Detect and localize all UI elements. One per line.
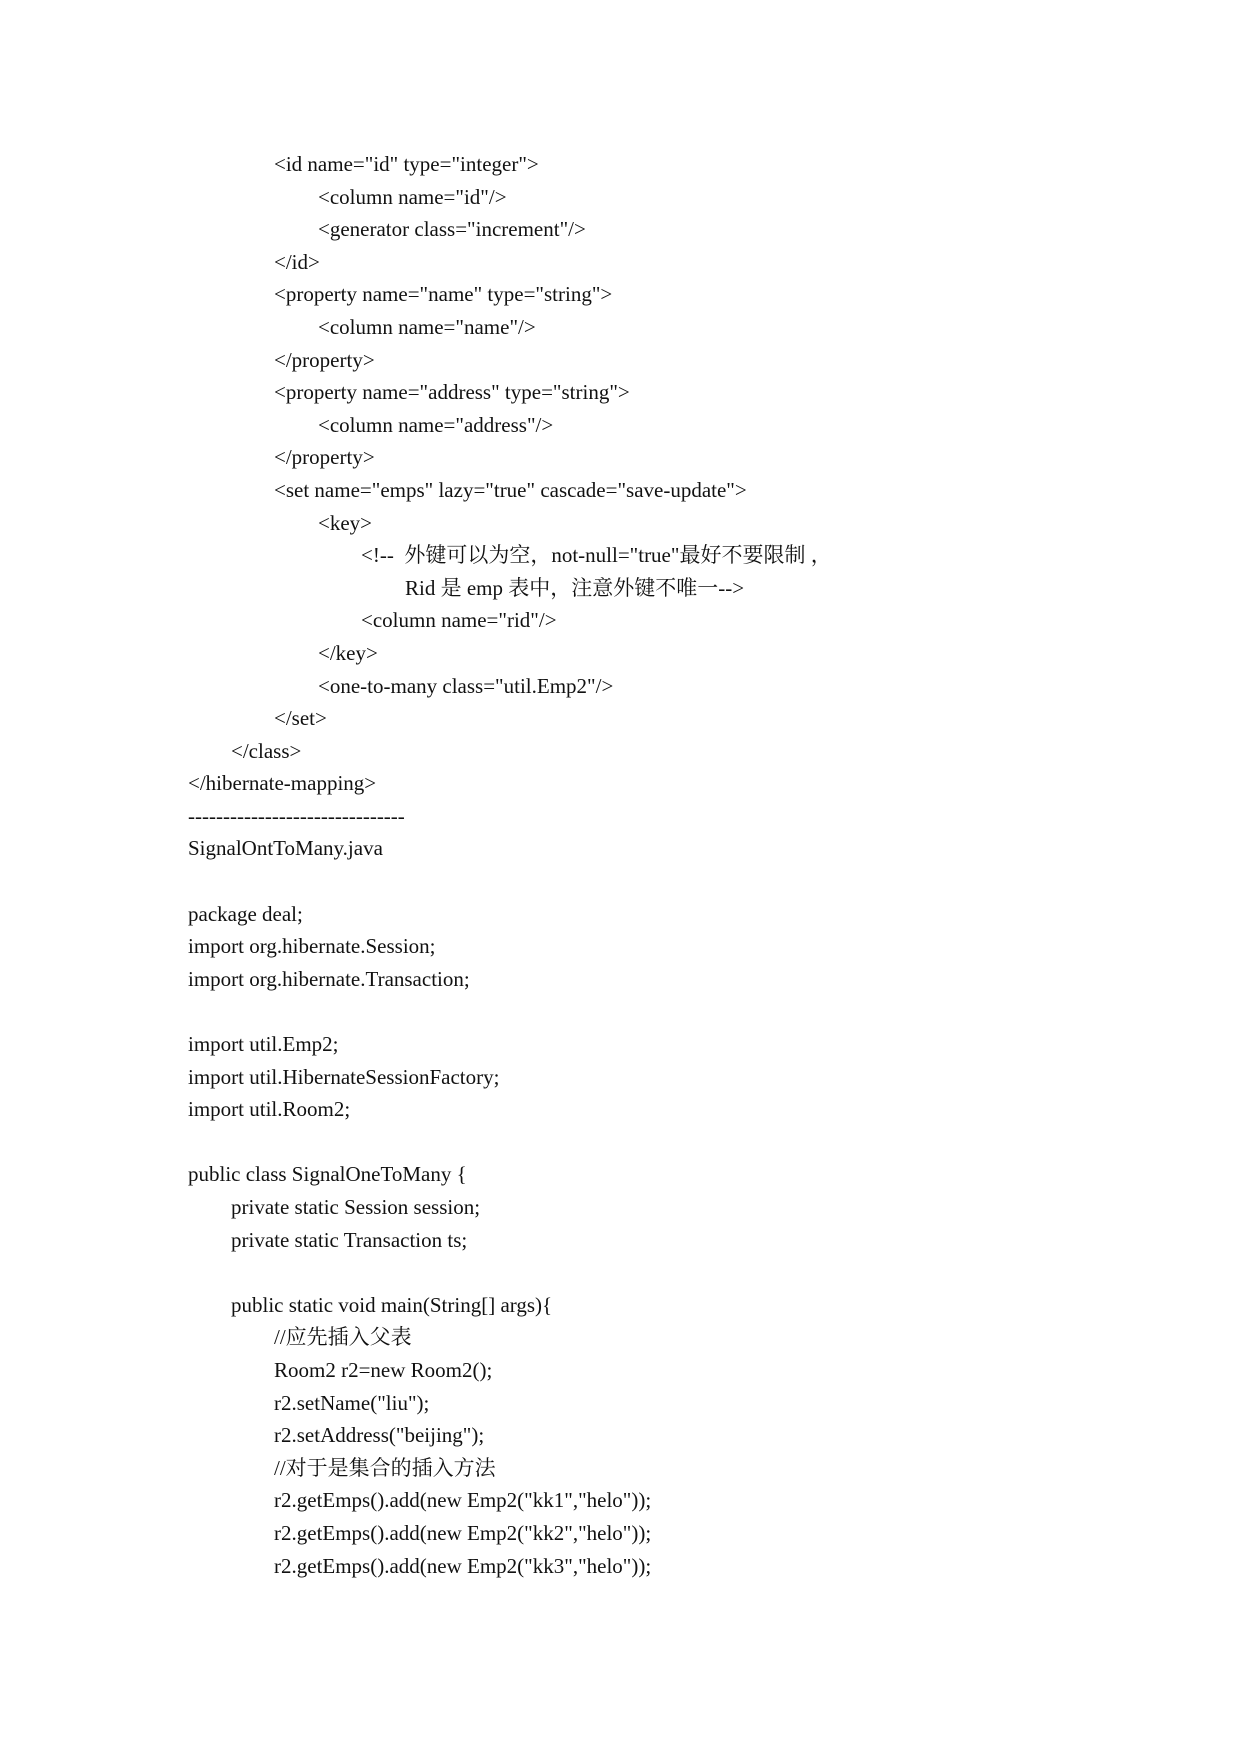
- code-line: <id name="id" type="integer">: [274, 152, 539, 176]
- code-line: <property name="name" type="string">: [274, 282, 613, 307]
- code-line: r2.setAddress("beijing");: [274, 1423, 485, 1448]
- code-line: //应先插入父表: [274, 1325, 412, 1350]
- code-line: <one-to-many class="util.Emp2"/>: [318, 673, 614, 698]
- code-line: //对于是集合的插入方法: [274, 1455, 496, 1480]
- code-line: public static void main(String[] args){: [231, 1292, 553, 1317]
- code-line: </class>: [231, 738, 302, 763]
- code-line: r2.setName("liu");: [274, 1390, 430, 1415]
- code-line: <key>: [318, 510, 373, 535]
- code-line: </property>: [274, 445, 375, 470]
- code-line: import util.Emp2;: [188, 1032, 339, 1057]
- code-line: <column name="name"/>: [318, 314, 536, 339]
- code-line: import org.hibernate.Session;: [188, 934, 436, 959]
- code-line: Room2 r2=new Room2();: [274, 1357, 493, 1382]
- code-line: public class SignalOneToMany {: [188, 1162, 467, 1187]
- code-line: r2.getEmps().add(new Emp2("kk3","helo"));: [274, 1553, 652, 1578]
- code-line: <generator class="increment"/>: [318, 217, 586, 242]
- code-line: SignalOntToMany.java: [188, 836, 383, 861]
- code-line: import org.hibernate.Transaction;: [188, 966, 470, 991]
- code-line: -------------------------------: [188, 803, 405, 828]
- blank-line: [188, 1126, 832, 1159]
- code-line: </id>: [274, 249, 320, 274]
- code-line: r2.getEmps().add(new Emp2("kk2","helo"));: [274, 1520, 652, 1545]
- code-line: package deal;: [188, 901, 303, 926]
- code-line: </property>: [274, 347, 375, 372]
- code-line: <column name="rid"/>: [361, 608, 557, 633]
- code-line: private static Transaction ts;: [231, 1227, 468, 1252]
- code-line: private static Session session;: [231, 1195, 481, 1219]
- code-line: Rid 是 emp 表中，注意外键不唯一-->: [405, 575, 745, 600]
- blank-line: [188, 995, 832, 1028]
- blank-line: [188, 865, 832, 898]
- code-line: import util.HibernateSessionFactory;: [188, 1064, 500, 1089]
- code-line: <set name="emps" lazy="true" cascade="save-update">: [274, 477, 747, 502]
- code-line: </hibernate-mapping>: [188, 771, 377, 796]
- code-line: <column name="address"/>: [318, 412, 554, 437]
- code-line: <!-- 外键可以为空，not-null="true"最好不要限制 ，: [361, 543, 832, 568]
- code-line: </set>: [274, 706, 327, 731]
- code-line: import util.Room2;: [188, 1097, 351, 1122]
- code-line: </key>: [318, 640, 378, 665]
- blank-line: [188, 1256, 832, 1289]
- code-line: <column name="id"/>: [318, 184, 507, 209]
- code-line: r2.getEmps().add(new Emp2("kk1","helo"));: [274, 1488, 652, 1513]
- code-line: <property name="address" type="string">: [274, 380, 630, 405]
- code-listing: [188, 148, 832, 1582]
